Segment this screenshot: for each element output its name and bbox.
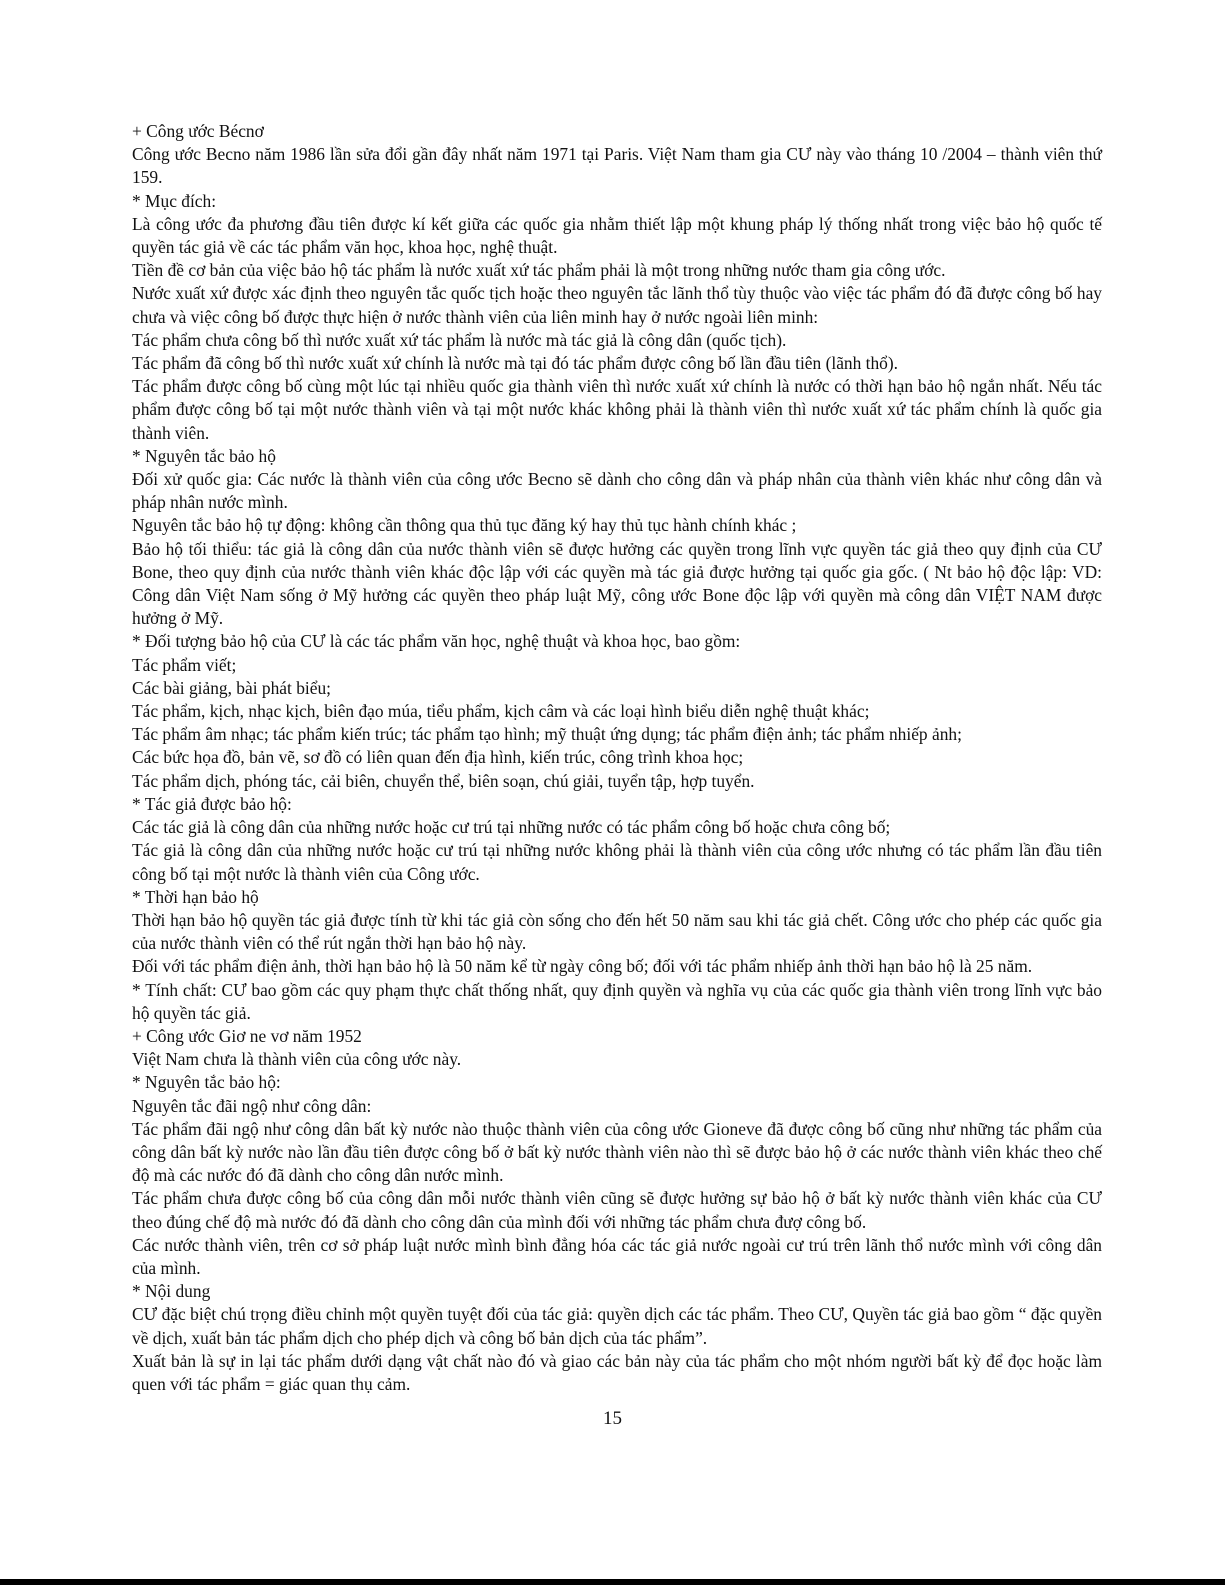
list-item: Các tác giả là công dân của những nước hoặc cư trú tại những nước có tác phẩm công bố hoặc chưa công bố; — [132, 817, 891, 838]
list-item: Tác phẩm dịch, phóng tác, cải biên, chuyển thể, biên soạn, chú giải, tuyển tập, hợp tuyển. — [132, 770, 755, 791]
list-item: Tác phẩm âm nhạc; tác phẩm kiến trúc; tác phẩm tạo hình; mỹ thuật ứng dụng; tác phẩm điện ảnh; tác phẩm nhiếp ảnh; — [132, 724, 962, 745]
paragraph: Tiền đề cơ bản của việc bảo hộ tác phẩm là nước xuất xứ tác phẩm phải là một trong những nước tham gia công ước. — [132, 260, 946, 281]
list-item: Các bức họa đồ, bản vẽ, sơ đồ có liên quan đến địa hình, kiến trúc, công trình khoa học; — [132, 747, 744, 768]
heading-protection-principles-geneva: * Nguyên tắc bảo hộ: — [132, 1072, 281, 1093]
paragraph: Tác phẩm được công bố cùng một lúc tại nhiều quốc gia thành viên thì nước xuất xứ chính là nước có thời hạn bảo hộ ngắn nhất. Nếu tác phẩm được công bố tại một nước thành viên và tại một nước khác không phải là thành viên thì nước xuất xứ tác phẩm chính là quốc gia thành viên. — [132, 376, 1102, 443]
paragraph: Nguyên tắc đãi ngộ như công dân: — [132, 1095, 372, 1116]
paragraph: Xuất bản là sự in lại tác phẩm dưới dạng vật chất nào đó và giao các bản này của tác phẩm cho một nhóm người bất kỳ để đọc hoặc làm quen với tác phẩm = giác quan thụ cảm. — [132, 1350, 1102, 1394]
paragraph: Là công ước đa phương đầu tiên được kí kết giữa các quốc gia nhằm thiết lập một khung pháp lý thống nhất trong việc bảo hộ quốc tế quyền tác giả về các tác phẩm văn học, khoa học, nghệ thuật. — [132, 213, 1102, 258]
paragraph: Tác giả là công dân của những nước hoặc cư trú tại những nước không phải là thành viên của công ước nhưng có tác phẩm lần đầu tiên công bố tại một nước là thành viên của Công ước. — [132, 840, 1102, 884]
page-number: 15 — [603, 1408, 622, 1429]
paragraph: Nước xuất xứ được xác định theo nguyên tắc quốc tịch hoặc theo nguyên tắc lãnh thổ tùy thuộc vào việc tác phẩm đó đã được công bố hay chưa và việc công bố được thực hiện ở nước thành viên của liên minh hay ở nước ngoài liên minh: — [132, 283, 1102, 327]
paragraph: Tác phẩm đãi ngộ như công dân bất kỳ nước nào thuộc thành viên của công ước Gioneve đã được công bố cũng như những tác phẩm của công dân bất kỳ nước nào lần đầu tiên được công bố ở bất kỳ nước thành viên nào thì sẽ được bảo hộ ở các nước thành viên khác theo chế độ mà các nước đó đã dành cho công dân nước mình. — [132, 1118, 1102, 1186]
list-item: Tác phẩm viết; — [132, 654, 237, 675]
heading-protection-principles: * Nguyên tắc bảo hộ — [132, 445, 276, 466]
heading-geneva-convention: + Công ước Giơ ne vơ năm 1952 — [132, 1025, 362, 1046]
paragraph: Việt Nam chưa là thành viên của công ước này. — [132, 1049, 462, 1070]
paragraph: Các nước thành viên, trên cơ sở pháp luật nước mình bình đẳng hóa các tác giả nước ngoài cư trú trên lãnh thổ nước mình với công dân của mình. — [132, 1234, 1102, 1278]
paragraph: Đối xử quốc gia: Các nước là thành viên của công ước Becno sẽ dành cho công dân và pháp nhân của thành viên khác như công dân và pháp nhân nước mình. — [132, 469, 1102, 513]
page-body — [132, 120, 1102, 1396]
paragraph: Nguyên tắc bảo hộ tự động: không cần thông qua thủ tục đăng ký hay thủ tục hành chính khác ; — [132, 515, 797, 536]
heading-protected-authors: * Tác giả được bảo hộ: — [132, 793, 292, 814]
paragraph: Thời hạn bảo hộ quyền tác giả được tính từ khi tác giả còn sống cho đến hết 50 năm sau khi tác giả chết. Công ước cho phép các quốc gia của nước thành viên có thể rút ngắn thời hạn bảo hộ này. — [132, 909, 1102, 954]
paragraph: * Tính chất: CƯ bao gồm các quy phạm thực chất thống nhất, quy định quyền và nghĩa vụ của các quốc gia thành viên trong lĩnh vực bảo hộ quyền tác giả. — [132, 979, 1102, 1023]
list-item: Tác phẩm, kịch, nhạc kịch, biên đạo múa, tiểu phẩm, kịch câm và các loại hình biểu diễn nghệ thuật khác; — [132, 701, 870, 722]
heading-purpose: * Mục đích: — [132, 190, 217, 211]
paragraph: CƯ đặc biệt chú trọng điều chỉnh một quyền tuyệt đối của tác giả: quyền dịch các tác phẩm. Theo CƯ, Quyền tác giả bao gồm “ đặc quyền về dịch, xuất bản tác phẩm dịch cho phép dịch và công bố bản dịch của tác phẩm”. — [132, 1304, 1102, 1348]
paragraph: Công ước Becno năm 1986 lần sửa đổi gần đây nhất năm 1971 tại Paris. Việt Nam tham gia CƯ này vào tháng 10 /2004 – thành viên thứ 159. — [132, 144, 1102, 188]
heading-berne-convention: + Công ước Bécnơ — [132, 121, 264, 141]
heading-protection-term: * Thời hạn bảo hộ — [132, 886, 259, 907]
paragraph: Tác phẩm chưa được công bố của công dân mỗi nước thành viên cũng sẽ được hưởng sự bảo hộ ở bất kỳ nước thành viên khác của CƯ theo đúng chế độ mà nước đó đã dành cho công dân của mình đối với những tác phẩm chưa đượ công bố. — [132, 1188, 1102, 1232]
paragraph: Đối với tác phẩm điện ảnh, thời hạn bảo hộ là 50 năm kể từ ngày công bố; đối với tác phẩm nhiếp ảnh thời hạn bảo hộ là 25 năm. — [132, 956, 1033, 977]
paragraph: Tác phẩm chưa công bố thì nước xuất xứ tác phẩm là nước mà tác giả là công dân (quốc tịch). — [132, 329, 787, 350]
paragraph: Tác phẩm đã công bố thì nước xuất xứ chính là nước mà tại đó tác phẩm được công bố lần đầu tiên (lãnh thổ). — [132, 353, 899, 374]
heading-protected-subjects: * Đối tượng bảo hộ của CƯ là các tác phẩm văn học, nghệ thuật và khoa học, bao gồm: — [132, 631, 741, 652]
list-item: Các bài giảng, bài phát biểu; — [132, 677, 331, 698]
bottom-rule — [0, 1579, 1225, 1585]
paragraph: Bảo hộ tối thiểu: tác giả là công dân của nước thành viên sẽ được hưởng các quyền trong lĩnh vực quyền tác giả theo quy định của CƯ Bone, theo quy định của nước thành viên khác độc lập với các quyền mà tác giả được hưởng tại quốc gia gốc. ( Nt bảo hộ độc lập: VD: Công dân Việt Nam sống ở Mỹ hưởng các quyền theo pháp luật Mỹ, công ước Bone độc lập với quyền mà công dân VIỆT NAM được hưởng ở Mỹ. — [132, 538, 1102, 629]
heading-content: * Nội dung — [132, 1281, 211, 1302]
